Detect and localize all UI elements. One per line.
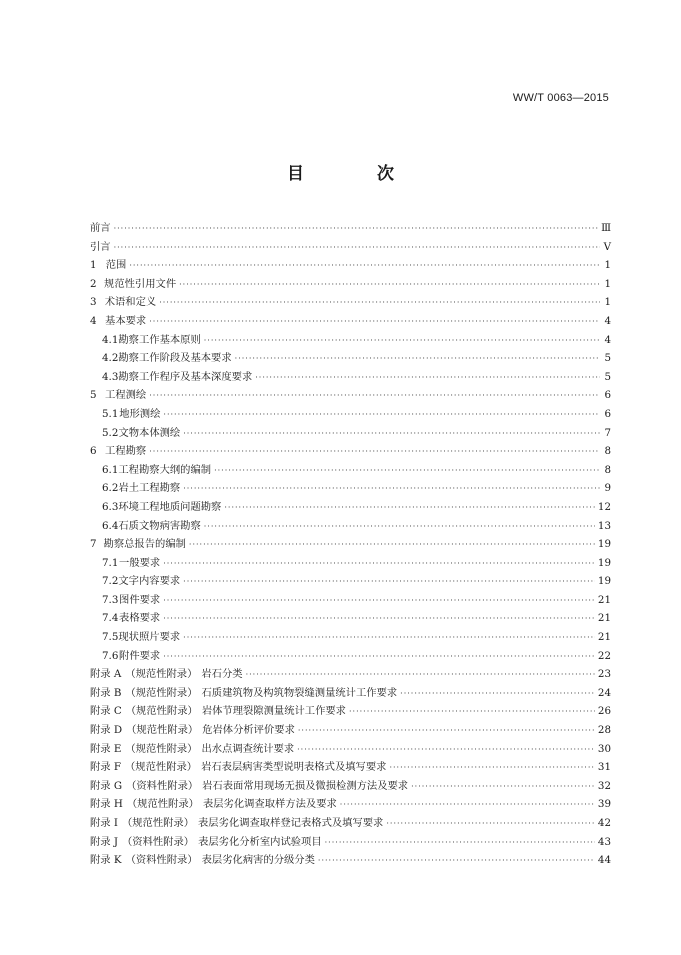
toc-entry[interactable] bbox=[90, 238, 611, 257]
toc-entry-page: 5 bbox=[604, 352, 611, 365]
toc-entry-page: 9 bbox=[604, 482, 611, 495]
toc-entry-page: Ⅴ bbox=[603, 240, 611, 253]
toc-entry-page: 21 bbox=[597, 631, 611, 644]
toc-entry[interactable] bbox=[90, 740, 611, 759]
toc-entry-number: 附录 H bbox=[90, 798, 123, 811]
toc-entry-title: 术语和定义 bbox=[104, 296, 157, 309]
toc-entry-title: 勘察总报告的编制 bbox=[103, 538, 186, 551]
toc-entry[interactable] bbox=[90, 814, 611, 833]
toc-entry-annex-type: （规范性附录） bbox=[121, 817, 195, 829]
toc-entry-title: 地形测绘 bbox=[119, 407, 161, 420]
toc-entry-title: 工程勘察大纲的编制 bbox=[118, 463, 212, 476]
toc-entry-page: 23 bbox=[597, 668, 611, 681]
toc-entry-page: 4 bbox=[604, 314, 611, 327]
toc-entry-number: 附录 E bbox=[90, 742, 122, 755]
toc-entry[interactable] bbox=[90, 479, 611, 498]
toc-leader-dots bbox=[349, 703, 595, 722]
toc-entry-annex-type: （规范性附录） bbox=[125, 686, 198, 699]
toc-entry-number: 6.2 bbox=[102, 482, 119, 495]
toc-entry-page: 42 bbox=[597, 817, 611, 829]
toc-entry[interactable] bbox=[90, 442, 611, 461]
toc-leader-dots bbox=[214, 462, 600, 481]
toc-entry-annex-type: （规范性附录） bbox=[125, 742, 198, 755]
toc-leader-dots bbox=[400, 685, 595, 704]
toc-entry-annex-type: （资料性附录） bbox=[126, 779, 199, 792]
toc-entry-number: 7.3 bbox=[102, 593, 119, 606]
toc-entry-page: 5 bbox=[604, 370, 611, 383]
toc-entry-number: 4.3 bbox=[102, 370, 119, 383]
toc-entry-page: Ⅲ bbox=[601, 222, 611, 234]
toc-entry-number: 7 bbox=[90, 538, 97, 551]
toc-leader-dots bbox=[163, 610, 595, 629]
toc-leader-dots bbox=[411, 778, 595, 797]
toc-leader-dots bbox=[163, 648, 595, 667]
toc-entry-page: 19 bbox=[597, 538, 611, 551]
toc-entry-number: 附录 J bbox=[90, 835, 118, 848]
toc-entry-page: 21 bbox=[597, 612, 611, 625]
toc-entry-title: 一般要求 bbox=[119, 556, 161, 569]
toc-entry-title: 规范性引用文件 bbox=[104, 277, 177, 290]
toc-leader-dots bbox=[318, 852, 595, 871]
toc-entry-title: 工程勘察 bbox=[105, 445, 147, 458]
toc-entry-page: 19 bbox=[597, 556, 611, 569]
toc-leader-dots bbox=[163, 555, 595, 574]
toc-leader-dots bbox=[298, 722, 595, 741]
toc-entry-title: 表层劣化分析室内试验项目 bbox=[198, 835, 322, 848]
toc-entry[interactable] bbox=[90, 833, 611, 852]
toc-entry[interactable] bbox=[90, 256, 611, 275]
toc-entry[interactable] bbox=[90, 517, 611, 536]
toc-leader-dots bbox=[163, 406, 600, 425]
toc-entry-page: 31 bbox=[597, 761, 611, 774]
toc-entry-page: 12 bbox=[597, 500, 611, 513]
toc-entry-annex-type: （资料性附录） bbox=[125, 854, 198, 867]
toc-entry[interactable] bbox=[90, 312, 611, 331]
toc-entry[interactable] bbox=[90, 275, 611, 294]
toc-entry[interactable] bbox=[90, 702, 611, 721]
toc-entry-title: 表层劣化调查取样登记表格式及填写要求 bbox=[198, 817, 384, 829]
toc-entry-page: 8 bbox=[604, 463, 611, 476]
toc-entry-number: 7.6 bbox=[102, 649, 119, 662]
toc-entry-number: 6.3 bbox=[102, 500, 119, 513]
toc-entry-number: 5.2 bbox=[102, 426, 119, 439]
toc-leader-dots bbox=[129, 257, 600, 276]
toc-entry[interactable] bbox=[90, 777, 611, 796]
toc-leader-dots bbox=[340, 796, 595, 815]
toc-entry-title: 范围 bbox=[105, 259, 127, 272]
toc-entry-title: 岩体节理裂隙测量统计工作要求 bbox=[201, 705, 346, 718]
toc-entry[interactable] bbox=[90, 554, 611, 573]
toc-entry-title: 岩石分类 bbox=[201, 668, 243, 681]
toc-entry-number: 7.5 bbox=[102, 631, 119, 644]
toc-leader-dots bbox=[183, 480, 600, 499]
toc-entry-number: 6.4 bbox=[102, 519, 119, 532]
toc-entry-title: 石质建筑物及构筑物裂缝测量统计工作要求 bbox=[201, 686, 398, 699]
toc-entry-title: 表层劣化病害的分级分类 bbox=[201, 854, 315, 867]
toc-entry-annex-type: （规范性附录） bbox=[125, 705, 198, 718]
toc-leader-dots bbox=[183, 629, 595, 648]
toc-leader-dots bbox=[159, 294, 600, 313]
toc-entry[interactable] bbox=[90, 498, 611, 517]
toc-entry-number: 附录 C bbox=[90, 705, 122, 718]
toc-entry[interactable] bbox=[90, 851, 611, 870]
toc-entry-title: 文物本体测绘 bbox=[118, 426, 181, 439]
toc-entry-page: 39 bbox=[597, 798, 611, 811]
toc-leader-dots bbox=[386, 815, 595, 834]
toc-leader-dots bbox=[114, 239, 600, 258]
toc-entry-annex-type: （规范性附录） bbox=[125, 761, 198, 774]
toc-entry-number: 2 bbox=[90, 277, 97, 290]
toc-leader-dots bbox=[235, 350, 600, 369]
toc-entry-title: 勘察工作阶段及基本要求 bbox=[118, 352, 232, 365]
toc-entry-number: 7.1 bbox=[102, 556, 119, 569]
toc-entry-page: 6 bbox=[604, 407, 611, 420]
toc-entry-number: 附录 B bbox=[90, 686, 122, 699]
toc-entry-title: 岩石表层病害类型说明表格式及填写要求 bbox=[201, 761, 387, 774]
toc-entry-page: 4 bbox=[604, 333, 611, 346]
toc-entry-page: 24 bbox=[597, 686, 611, 699]
toc-entry-annex-type: （资料性附录） bbox=[122, 835, 195, 848]
toc-entry-number: 1 bbox=[90, 259, 97, 272]
toc-entry[interactable] bbox=[90, 684, 611, 703]
toc-entry[interactable] bbox=[90, 331, 611, 350]
toc-entry-title: 石质文物病害勘察 bbox=[118, 519, 201, 532]
toc-entry-page: 19 bbox=[597, 575, 611, 588]
toc-entry-number: 附录 I bbox=[90, 817, 118, 829]
toc-entry[interactable] bbox=[90, 461, 611, 480]
toc-entry[interactable] bbox=[90, 386, 611, 405]
toc-entry[interactable] bbox=[90, 572, 611, 591]
toc-entry-page: 28 bbox=[597, 724, 611, 737]
toc-entry-page: 43 bbox=[597, 835, 611, 848]
toc-entry[interactable] bbox=[90, 293, 611, 312]
toc-entry-number: 附录 K bbox=[90, 854, 122, 867]
toc-entry-title: 表格要求 bbox=[119, 612, 161, 625]
toc-entry-page: 1 bbox=[604, 259, 611, 272]
toc-entry-title: 勘察工作基本原则 bbox=[118, 333, 201, 346]
toc-entry-number: 5 bbox=[90, 389, 97, 402]
toc-entry[interactable] bbox=[90, 628, 611, 647]
toc-entry-title: 工程测绘 bbox=[105, 389, 147, 402]
toc-leader-dots bbox=[189, 536, 595, 555]
toc-entry[interactable] bbox=[90, 219, 611, 238]
toc-entry-number: 6 bbox=[90, 445, 97, 458]
toc-entry-page: 26 bbox=[597, 705, 611, 718]
toc-entry-annex-type: （规范性附录） bbox=[126, 724, 199, 737]
toc-entry-page: 21 bbox=[597, 593, 611, 606]
toc-entry[interactable] bbox=[90, 368, 611, 387]
toc-entry-number: 附录 D bbox=[90, 724, 123, 737]
page-title: 目 次 bbox=[287, 164, 422, 184]
toc-entry[interactable] bbox=[90, 349, 611, 368]
toc-entry-title: 基本要求 bbox=[105, 314, 147, 327]
toc-entry-title: 勘察工作程序及基本深度要求 bbox=[118, 370, 253, 383]
toc-entry-number: 6.1 bbox=[102, 463, 119, 476]
toc-entry[interactable] bbox=[90, 535, 611, 554]
toc-leader-dots bbox=[389, 759, 594, 778]
toc-leader-dots bbox=[204, 332, 600, 351]
toc-entry-number: 4 bbox=[90, 314, 97, 327]
toc-entry-title: 危岩体分析评价要求 bbox=[202, 724, 295, 737]
toc-entry[interactable] bbox=[90, 405, 611, 424]
toc-entry[interactable] bbox=[90, 647, 611, 666]
toc-entry-page: 32 bbox=[597, 779, 611, 792]
toc-entry-page: 44 bbox=[597, 854, 611, 867]
toc-entry-number: 附录 G bbox=[90, 779, 123, 792]
toc-entry-page: 13 bbox=[597, 519, 611, 532]
toc-entry-page: 1 bbox=[604, 296, 611, 309]
toc-leader-dots bbox=[325, 834, 595, 853]
toc-entry-page: 1 bbox=[604, 277, 611, 290]
toc-entry-number: 3 bbox=[90, 296, 97, 309]
toc-leader-dots bbox=[149, 387, 600, 406]
toc-leader-dots bbox=[149, 443, 600, 462]
toc-entry-page: 7 bbox=[604, 426, 611, 439]
toc-entry-title: 前言 bbox=[90, 222, 111, 234]
toc-leader-dots bbox=[114, 220, 598, 239]
toc-entry[interactable] bbox=[90, 758, 611, 777]
toc-entry-title: 环境工程地质问题勘察 bbox=[118, 500, 222, 513]
toc-entry-title: 引言 bbox=[90, 240, 111, 253]
toc-entry-page: 8 bbox=[604, 445, 611, 458]
toc-entry-title: 现状照片要求 bbox=[118, 631, 181, 644]
toc-entry-title: 附件要求 bbox=[119, 649, 161, 662]
toc-entry-number: 7.2 bbox=[102, 575, 119, 588]
toc-leader-dots bbox=[224, 499, 595, 518]
toc-entry-title: 岩石表面常用现场无损及微损检测方法及要求 bbox=[202, 779, 409, 792]
toc-entry[interactable] bbox=[90, 721, 611, 740]
toc-entry-page: 30 bbox=[597, 742, 611, 755]
toc-leader-dots bbox=[163, 592, 595, 611]
toc-entry-title: 文字内容要求 bbox=[118, 575, 181, 588]
toc-leader-dots bbox=[149, 313, 600, 332]
toc-entry[interactable] bbox=[90, 795, 611, 814]
toc-leader-dots bbox=[255, 369, 600, 388]
toc-entry[interactable] bbox=[90, 424, 611, 443]
toc-entry-number: 4.1 bbox=[102, 333, 119, 346]
toc-entry-number: 4.2 bbox=[102, 352, 119, 365]
toc-entry-title: 表层劣化调查取样方法及要求 bbox=[202, 798, 337, 811]
standard-code: WW/T 0063—2015 bbox=[512, 92, 609, 104]
toc-leader-dots bbox=[183, 573, 595, 592]
toc-entry-page: 6 bbox=[604, 389, 611, 402]
toc-leader-dots bbox=[179, 276, 600, 295]
toc-leader-dots bbox=[297, 741, 595, 760]
toc-leader-dots bbox=[246, 666, 595, 685]
toc-entry-number: 5.1 bbox=[102, 407, 119, 420]
toc-entry-number: 7.4 bbox=[102, 612, 119, 625]
toc-entry[interactable] bbox=[90, 665, 611, 684]
toc-entry-number: 附录 A bbox=[90, 668, 122, 681]
toc-entry[interactable] bbox=[90, 591, 611, 610]
toc-entry-annex-type: （规范性附录） bbox=[125, 668, 198, 681]
toc-entry-annex-type: （规范性附录） bbox=[126, 798, 199, 811]
table-of-contents bbox=[90, 219, 611, 870]
toc-entry-number: 附录 F bbox=[90, 761, 122, 774]
toc-entry[interactable] bbox=[90, 609, 611, 628]
toc-entry-title: 岩土工程勘察 bbox=[118, 482, 181, 495]
toc-entry-page: 22 bbox=[597, 649, 611, 662]
toc-entry-title: 出水点调查统计要求 bbox=[201, 742, 295, 755]
toc-entry-title: 图件要求 bbox=[119, 593, 161, 606]
toc-leader-dots bbox=[183, 425, 600, 444]
toc-leader-dots bbox=[204, 518, 595, 537]
